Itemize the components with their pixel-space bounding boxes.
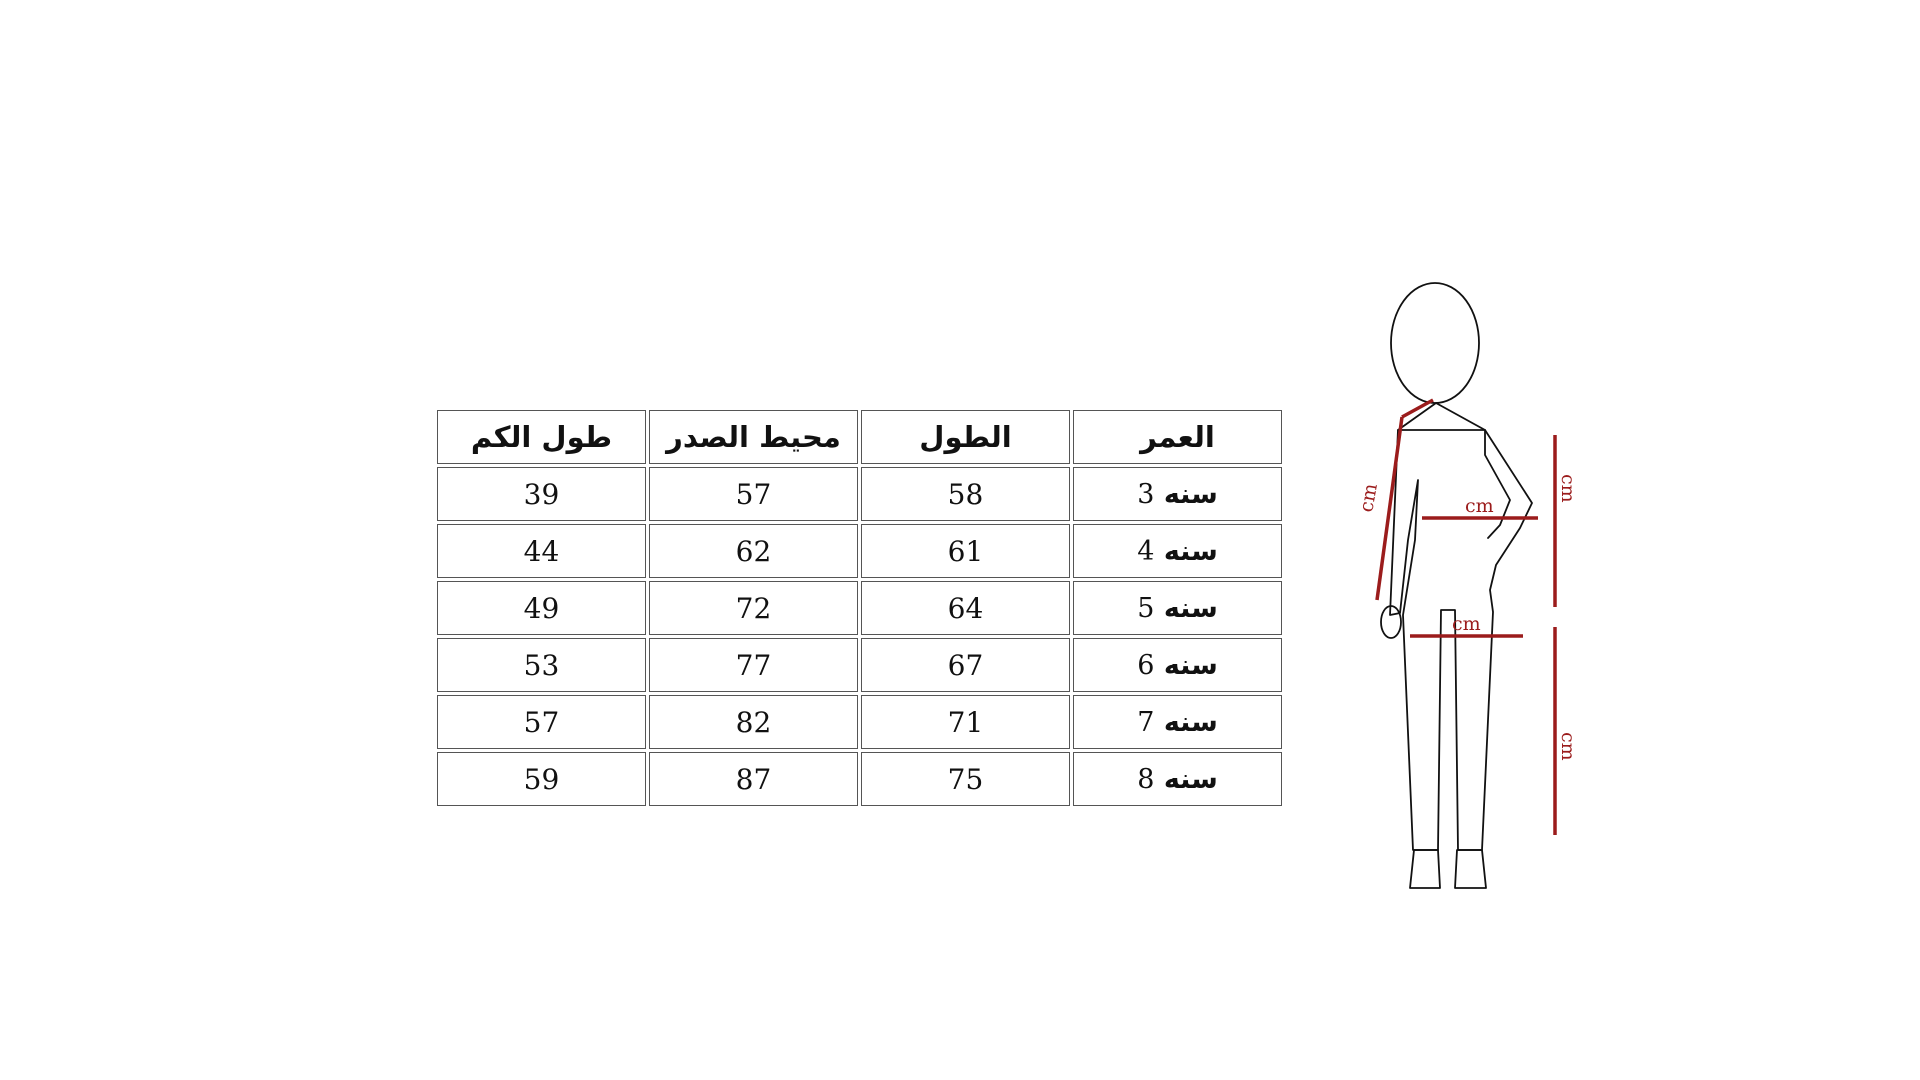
chest-cell: 62 <box>649 524 858 578</box>
length-cell: 64 <box>861 581 1070 635</box>
chest-cell: 77 <box>649 638 858 692</box>
age-value: 3 <box>1137 478 1155 510</box>
chest-cell: 72 <box>649 581 858 635</box>
body-outline <box>1381 283 1532 888</box>
age-cell <box>1073 695 1282 749</box>
sleeve-cell: 59 <box>437 752 646 806</box>
age-value: 4 <box>1137 535 1155 567</box>
sleeve-measure-line <box>1377 417 1402 600</box>
chest-cell: 87 <box>649 752 858 806</box>
table-row <box>437 638 1282 692</box>
age-unit: سنه <box>1163 592 1218 624</box>
head-shape <box>1391 283 1479 403</box>
age-cell <box>1073 524 1282 578</box>
table-row <box>437 695 1282 749</box>
age-value: 5 <box>1137 592 1155 624</box>
age-unit: سنه <box>1163 706 1218 738</box>
header-chest-circumference: محيط الصدر <box>649 410 858 464</box>
length-cell: 58 <box>861 467 1070 521</box>
sleeve-unit-label: cm <box>1355 481 1382 514</box>
right-arm-inner <box>1485 430 1510 538</box>
sleeve-cell: 53 <box>437 638 646 692</box>
upper-length-unit-label: cm <box>1557 474 1579 503</box>
age-cell <box>1073 581 1282 635</box>
age-value: 6 <box>1137 649 1155 681</box>
age-cell <box>1073 638 1282 692</box>
header-sleeve-length: طول الكم <box>437 410 646 464</box>
age-unit: سنه <box>1163 763 1218 795</box>
left-shoe-shape <box>1410 850 1440 888</box>
body-measurement-figure <box>1310 270 1590 900</box>
right-shoe-shape <box>1455 850 1486 888</box>
age-value: 8 <box>1137 763 1155 795</box>
length-cell: 71 <box>861 695 1070 749</box>
age-unit: سنه <box>1163 478 1218 510</box>
sleeve-cell: 39 <box>437 467 646 521</box>
torso-outline <box>1390 430 1532 850</box>
chest-unit-label: cm <box>1465 495 1494 517</box>
neckline-shape <box>1398 403 1485 430</box>
chest-cell: 82 <box>649 695 858 749</box>
table-row <box>437 581 1282 635</box>
table-row <box>437 752 1282 806</box>
sleeve-cell: 44 <box>437 524 646 578</box>
age-cell <box>1073 467 1282 521</box>
waist-unit-label: cm <box>1452 613 1481 635</box>
length-cell: 67 <box>861 638 1070 692</box>
chest-cell: 57 <box>649 467 858 521</box>
lower-length-unit-label: cm <box>1557 732 1579 761</box>
sleeve-cell: 57 <box>437 695 646 749</box>
length-cell: 61 <box>861 524 1070 578</box>
age-unit: سنه <box>1163 649 1218 681</box>
header-length: الطول <box>861 410 1070 464</box>
size-chart-table <box>434 407 1285 809</box>
table-header-row <box>437 410 1282 464</box>
age-cell <box>1073 752 1282 806</box>
header-age: العمر <box>1073 410 1282 464</box>
sleeve-cell: 49 <box>437 581 646 635</box>
age-unit: سنه <box>1163 535 1218 567</box>
length-cell: 75 <box>861 752 1070 806</box>
table-row <box>437 524 1282 578</box>
age-value: 7 <box>1137 706 1155 738</box>
table-row <box>437 467 1282 521</box>
